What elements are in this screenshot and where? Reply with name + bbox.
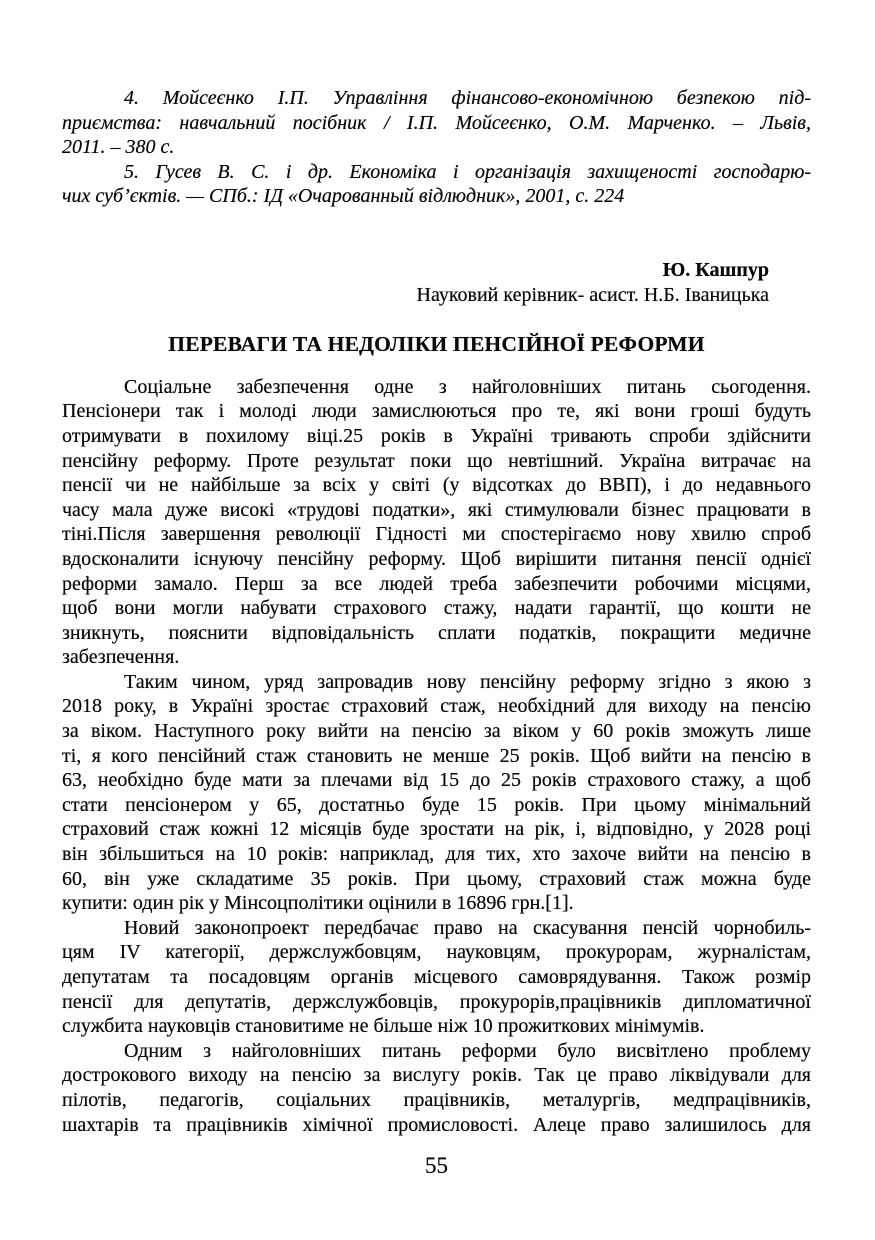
text-line: 5. Гусев В. С. і др. Економіка і організація захищеності господарю- [124, 160, 811, 183]
text-line: 4. Мойсеєнко І.П. Управління фінансово-економічною безпекою під- [124, 87, 811, 109]
text-line: щоб вони могли набувати страхового стажу, надати гарантії, що кошти не [62, 597, 811, 620]
paragraph [62, 375, 811, 670]
text-line: часу мала дуже високі «трудові податки», які стимулювали бізнес працювати в [62, 498, 811, 521]
text-line: він збільшиться на 10 років: наприклад, для тих, хто захоче вийти на пенсію в [62, 843, 811, 866]
text-line: пенсії чи не найбільше за всіх у світі (у відсотках до ВВП), і до недавнього [62, 474, 811, 497]
text-line: пілотів, педагогів, соціальних працівників, металургів, медпрацівників, [62, 1088, 811, 1111]
text-line: отримувати в похилому віці.25 років в Україні тривають спроби здійснити [62, 424, 811, 447]
text-line: забезпечення. [62, 646, 180, 669]
text-line: Соціальне забезпечення одне з найголовніших питань сьогодення. [124, 375, 811, 398]
references-section [62, 86, 811, 209]
paragraph [62, 670, 811, 916]
text-line: 60, він уже складатиме 35 років. При цьому, страховий стаж можна буде [62, 867, 811, 890]
text-line: депутатам та посадовцям органів місцевого самоврядування. Також розмір [62, 966, 811, 988]
paragraph [62, 1039, 811, 1137]
text-line: пенсії для депутатів, держслужбовців, прокурорів,працівників дипломатичної [62, 990, 811, 1013]
text-line: зникнуть, пояснити відповідальність сплати податків, покращити медичне [62, 621, 811, 644]
paragraph [62, 916, 811, 1039]
text-line: пенсійну реформу. Проте результат поки що невтішний. Україна витрачає на [62, 449, 811, 472]
text-line: Пенсіонери так і молоді люди замислюються про те, які вони гроші будуть [62, 400, 811, 423]
text-line: купити: один рік у Мінсоцполітики оцінили в 16896 грн.[1]. [62, 892, 574, 915]
text-line: Одним з найголовніших питань реформи було висвітлено проблему [124, 1039, 811, 1062]
text-line: приємства: навчальний посібник / І.П. Мойсеєнко, О.М. Марченко. – Львів, [62, 111, 811, 134]
text-line: Новий законопроект передбачає право на скасування пенсій чорнобиль- [124, 916, 811, 939]
text-line: цям IV категорії, держслужбовцям, науковцям, прокурорам, журналістам, [62, 941, 811, 964]
author-name: Ю. Кашпур [662, 258, 769, 281]
text-line: чих суб’єктів. — СПб.: ІД «Очарованный відлюдник», 2001, с. 224 [62, 185, 625, 208]
text-line: службита науковців становитиме не більше ніж 10 прожиткових мінімумів. [62, 1015, 705, 1038]
text-line: реформи замало. Перш за все людей треба забезпечити робочими місцями, [62, 572, 811, 595]
text-line: вдосконалити існуючу пенсійну реформу. Щоб вирішити питання пенсії однієї [62, 547, 811, 570]
text-line: тіні.Після завершення революції Гідності ми спостерігаємо нову хвилю спроб [62, 523, 811, 546]
text-line: дострокового виходу на пенсію за вислугу років. Так це право ліквідували для [62, 1064, 811, 1087]
author-block [62, 258, 811, 307]
text-line: за віком. Наступного року вийти на пенсію за віком у 60 років зможуть лише [62, 720, 811, 743]
text-line: шахтарів та працівників хімічної промисловості. Алеце право залишилось для [62, 1113, 811, 1136]
text-line: ті, я кого пенсійний стаж становить не менше 25 років. Щоб вийти на пенсію в [62, 744, 811, 767]
body-text-section [62, 375, 811, 1137]
page-number: 55 [425, 1153, 448, 1179]
supervisor-line: Науковий керівник- асист. Н.Б. Іваницька [416, 283, 769, 306]
text-line: Таким чином, уряд запровадив нову пенсійну реформу згідно з якою з [124, 670, 811, 693]
text-line: 63, необхідно буде мати за плечами від 15 до 25 років страхового стажу, а щоб [62, 769, 811, 792]
text-line: стати пенсіонером у 65, достатньо буде 15 років. При цьому мінімальний [62, 793, 811, 816]
text-line: 2018 року, в Україні зростає страховий стаж, необхідний для виходу на пенсію [62, 695, 811, 718]
text-line: страховий стаж кожні 12 місяців буде зростати на рік, і, відповідно, у 2028 році [62, 818, 811, 841]
paper-title: ПЕРЕВАГИ ТА НЕДОЛІКИ ПЕНСІЙНОЇ РЕФОРМИ [168, 332, 705, 357]
text-line: 2011. – 380 с. [62, 136, 175, 159]
